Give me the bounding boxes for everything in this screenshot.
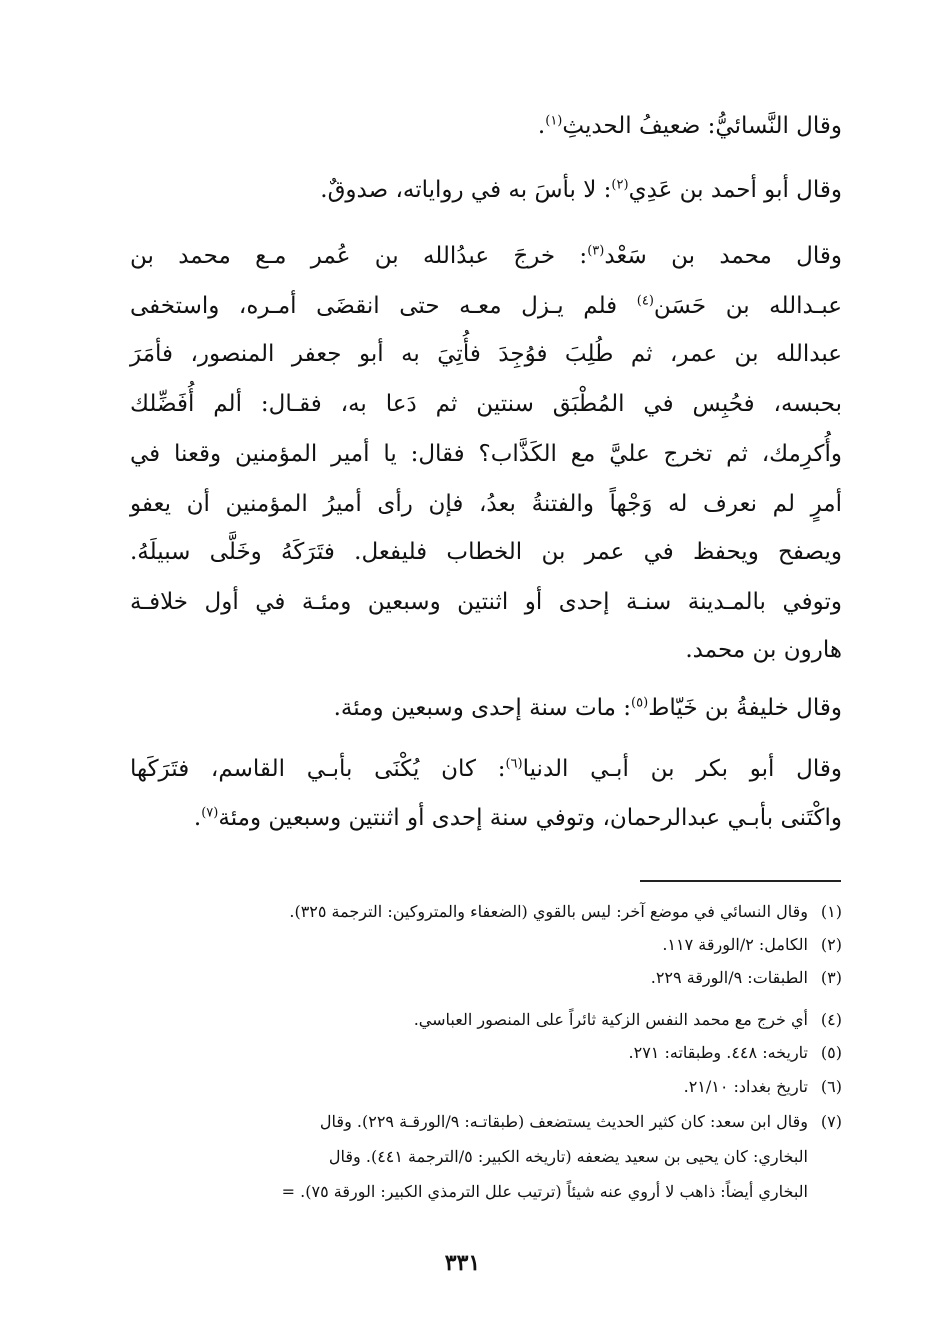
footnote-ref[interactable]: (٢) (611, 177, 629, 193)
footnote-number: (٢) (820, 935, 842, 954)
text-line: وتوفي بالمـدينة سنـة إحدى أو اثنتين وسبعين ومئـة في أول خلافـة (130, 589, 842, 615)
text-line: وقال أبو أحمد بن عَدِي$^{(٢)}$: لا بأسَ به في رواياته، صدوقٌ. (320, 177, 842, 203)
footnote-ref[interactable]: (٣) (587, 243, 605, 259)
text-line: واكْتَنى بأبـي عبدالرحمان، وتوفي سنة إحدى أو اثنتين وسبعين ومئة$^{(٧)}$. (193, 805, 842, 831)
text-line: وقال خليفةُ بن خَيّاط$^{(٥)}$: مات سنة إحدى وسبعين ومئة. (333, 695, 842, 721)
footnote-ref[interactable]: (٥) (631, 695, 649, 711)
footnote-number: (٤) (820, 1010, 842, 1029)
footnote (629, 1041, 842, 1065)
footnote-ref[interactable]: (٤) (636, 293, 654, 309)
text-line: ويصفح ويحفظ في عمر بن الخطاب فليفعل. فتَرَكَهُ وخَلَّى سبيلَهُ. (130, 539, 842, 565)
footnote (684, 1075, 842, 1099)
footnote (414, 1008, 842, 1032)
page-number: ٣٣١ (444, 1250, 481, 1276)
text-line: وقال النَّسائيُّ: ضعيفُ الحديثِ$^{(١)}$. (537, 113, 842, 139)
footnote-number: (٧) (820, 1112, 842, 1131)
footnote-text: تاريخه: ٤٤٨. وطبقاته: ٢٧١. (628, 1043, 808, 1062)
footnote-ref[interactable]: (٦) (505, 756, 523, 772)
footnote-text: الكامل: ٢/الورقة ١١٧. (662, 935, 808, 954)
footnote-continuation: البخاري: كان يحيى بن سعيد يضعفه (تاريخه الكبير: ٥/الترجمة ٤٤١). وقال (328, 1147, 808, 1166)
text-line: عبـدالله بن حَسَن$^{(٤)}$ فلم يـزل معـه حتى انقضَى أمـره، واستخفى (130, 293, 842, 319)
footnote-continuation: البخاري أيضاً: ذاهب لا أروي عنه شيئاً (ترتيب علل الترمذي الكبير: الورقة ٧٥). = (281, 1182, 808, 1201)
footnote (320, 1110, 842, 1134)
footnote-text: وقال النسائي في موضع آخر: ليس بالقوي (الضعفاء والمتروكين: الترجمة ٣٢٥). (289, 902, 808, 921)
text-line: هارون بن محمد. (685, 637, 842, 663)
footnote-ref[interactable]: (١) (545, 113, 563, 129)
footnote-text: أي خرج مع محمد النفس الزكية ثائراً على المنصور العباسي. (413, 1010, 808, 1029)
footnote (662, 933, 842, 957)
footnote-number: (٥) (820, 1043, 842, 1062)
text-line: أمرٍ لم نعرف له وَجْهاً والفتنةُ بعدُ، فإن رأى أميرُ المؤمنين أن يعفو (130, 491, 842, 517)
footnote-number: (١) (820, 902, 842, 921)
footnote-text: تاريخ بغداد: ٢١/١٠. (683, 1077, 808, 1096)
footnote-text: الطبقات: ٩/الورقة ٢٢٩. (650, 968, 808, 987)
footnote (289, 900, 842, 924)
text-line: بحبسه، فحُبِس في المُطْبَق سنتين ثم دَعا به، فقـال: ألم أُفَضِّلك (130, 391, 842, 417)
text-line: وقال أبو بكر بن أبـي الدنيا$^{(٦)}$: كان يُكْنَى بأبـي القاسم، فتَرَكَها (130, 756, 842, 782)
text-line: وأُكرِمك، ثم تخرج عليَّ مع الكَذَّاب؟ فقال: يا أمير المؤمنين وقعنا في (130, 441, 842, 467)
footnote-ref[interactable]: (٧) (201, 805, 219, 821)
footnote-number: (٣) (820, 968, 842, 987)
footnote-separator (640, 880, 841, 882)
footnote-number: (٦) (820, 1077, 842, 1096)
text-line: وقال محمد بن سَعْد$^{(٣)}$: خرجَ عبدُالله بن عُمر مـع محمد بن (130, 243, 842, 269)
footnote (651, 966, 842, 990)
text-line: عبدالله بن عمر، ثم طُلِبَ فوُجِدَ فأُتِيَ به أبو جعفر المنصور، فأمَرَ (130, 341, 842, 367)
footnote-text: وقال ابن سعد: كان كثير الحديث يستضعف (طبقاتـه: ٩/الورقـة ٢٢٩). وقال (319, 1112, 808, 1131)
